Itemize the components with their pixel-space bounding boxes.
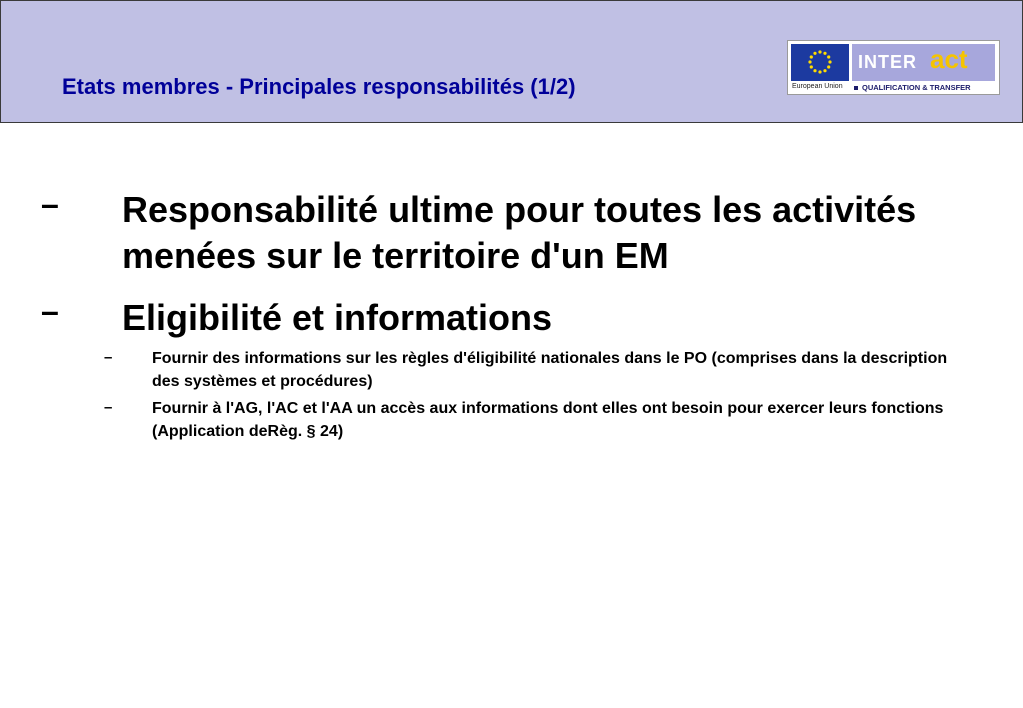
bullet-text: Responsabilité ultime pour toutes les activités menées sur le territoire d'un EM: [122, 189, 917, 276]
eu-flag-icon: [791, 44, 849, 81]
sub-bullet-marker: –: [104, 399, 113, 416]
bullet-text: Eligibilité et informations: [122, 297, 553, 338]
inter-text: INTER: [858, 52, 917, 72]
square-bullet-icon: [854, 86, 858, 90]
slide-header: [0, 0, 1023, 123]
bullet-marker: –: [41, 293, 59, 329]
interact-wordmark: [852, 44, 995, 81]
logo-tagline: [854, 83, 971, 92]
interact-logo: [787, 40, 1000, 95]
sub-bullet-marker: –: [104, 349, 113, 366]
slide-title: Etats membres - Principales responsabilités (1/2): [62, 74, 576, 99]
eu-label: European Union: [792, 83, 843, 90]
sub-bullet-text: Fournir à l'AG, l'AC et l'AA un accès aux informations dont elles ont besoin pour exercer leurs fonctions (Application deRèg. § 24): [152, 400, 944, 440]
logo-tagline-text: QUALIFICATION & TRANSFER: [862, 83, 971, 92]
sub-bullet-text: Fournir des informations sur les règles d'éligibilité nationales dans le PO (comprises dans la description des systèmes et procédures): [152, 350, 948, 390]
act-text: act: [930, 44, 968, 74]
bullet-marker: –: [41, 186, 59, 222]
